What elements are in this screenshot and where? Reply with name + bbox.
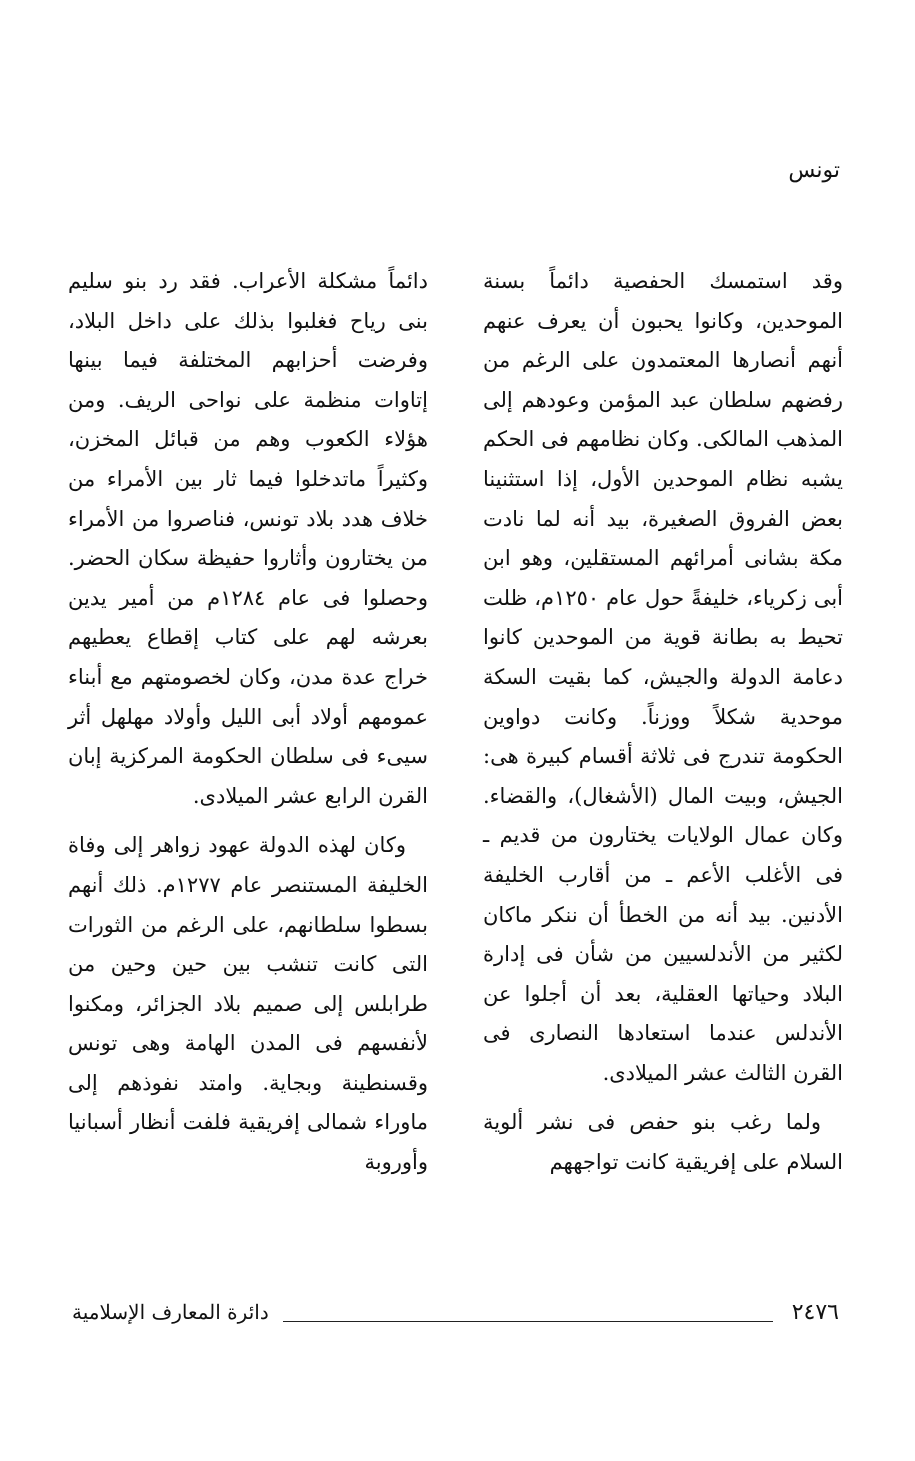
footer-rule — [283, 1321, 773, 1322]
publication-title: دائرة المعارف الإسلامية — [72, 1300, 269, 1324]
paragraph: ولما رغب بنو حفص فى نشر ألوية السلام على إفريقية كانت تواجههم — [483, 1110, 843, 1175]
page-number: ٢٤٧٦ — [791, 1300, 839, 1325]
paragraph: وقد استمسك الحفصية دائماً بسنة الموحدين، وكانوا يحبون أن يعرف عنهم أنهم أنصارها المعتمدون على الرغم من رفضهم سلطان عبد المؤمن وعودهم إلى المذهب المالكى. وكان نظامهم فى الحكم يشبه نظام الموحدين الأول، إذا استثنينا بعض الفروق الصغيرة، بيد أنه لما نادت مكة بشانى أمرائهم المستقلين، وهو ابن أبى زكرياء، خليفةً حول عام ١٢٥٠م، ظلت تحيط به بطانة قوية من الموحدين كانوا دعامة الدولة والجيش، كما بقيت السكة موحدية شكلاً ووزناً. وكانت دواوين الحكومة تندرج فى ثلاثة أقسام كبيرة هى: الجيش، وبيت المال (الأشغال)، والقضاء. وكان عمال الولايات يختارون من قديم ـ فى الأغلب الأعم ـ من أقارب الخليفة الأدنين. بيد أنه من الخطأ أن ننكر ماكان لكثير من الأندلسيين من شأن فى إدارة البلاد وحياتها العقلية، بعد أن أجلوا عن الأندلس عندما استعادها النصارى فى القرن الثالث عشر الميلادى. — [483, 269, 843, 1085]
text-column-left — [68, 262, 428, 1183]
page-footer — [72, 1300, 843, 1340]
paragraph: دائماً مشكلة الأعراب. فقد رد بنو سليم بنى رياح فغلبوا بذلك على داخل البلاد، وفرضت أحزابهم المختلفة فيما بينها إتاوات منظمة على نواحى الريف. ومن هؤلاء الكعوب وهم من قبائل المخزن، وكثيراً ماتدخلوا فيما ثار بين الأمراء من خلاف هدد بلاد تونس، فناصروا من الأمراء من يختارون وأثاروا حفيظة سكان الحضر. وحصلوا فى عام ١٢٨٤م من أمير يدين بعرشه لهم على كتاب إقطاع يعطيهم خراج عدة مدن، وكان لخصومتهم مع أبناء عمومهم أولاد أبى الليل وأولاد مهلهل أثر سيىء فى سلطان الحكومة المركزية إبان القرن الرابع عشر الميلادى. — [68, 269, 428, 808]
running-head-title: تونس — [788, 158, 840, 183]
paragraph: وكان لهذه الدولة عهود زواهر إلى وفاة الخليفة المستنصر عام ١٢٧٧م. ذلك أنهم بسطوا سلطانهم، على الرغم من الثورات التى كانت تنشب بين حين وحين من طرابلس إلى صميم بلاد الجزائر، ومكنوا لأنفسهم فى المدن الهامة وهى تونس وقسنطينة وبجاية. وامتد نفوذهم إلى ماوراء شمالى إفريقية فلفت أنظار أسبانيا وأوروبة — [68, 833, 428, 1175]
text-column-right — [483, 262, 843, 1183]
